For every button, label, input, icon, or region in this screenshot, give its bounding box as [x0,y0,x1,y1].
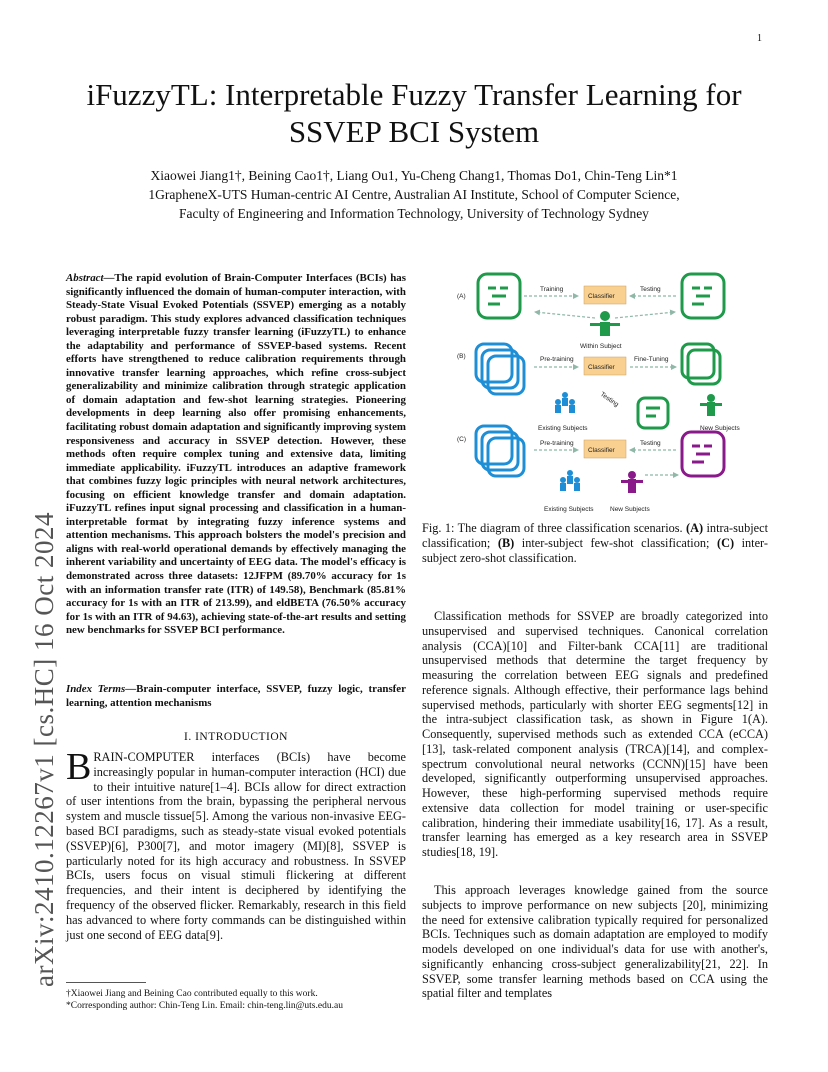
author-list: Xiaowei Jiang1†, Beining Cao1†, Liang Ou1, Yu-Cheng Chang1, Thomas Do1, Chin-Teng Lin*1 [150,168,678,183]
abstract [66,272,406,638]
new-subject-icon-b [700,394,722,416]
body-paragraph-transfer: This approach leverages knowledge gained from the source subjects to improve performance on new subjects [20], minimizing the need for extensive calibration typically required for personalized BCIs. Techniques such as domain adaptation are employed to modify models developed on one individual's data for use with another's, significantly enhancing cross-subject generalizability[21, 22]. In SSVEP, some transfer learning methods based on CCA using the spatial filter and templates [422,883,768,1001]
label-testing-c: Testing [640,440,661,447]
stacked-brain-icon-finetuned [682,344,720,384]
label-classifier-c: Classifier [588,447,615,454]
affiliation-line-2: Faculty of Engineering and Information Technology, University of Technology Sydney [179,206,649,221]
page-number: 1 [757,33,762,44]
footnote-rule [66,982,146,983]
label-classifier-a: Classifier [588,293,615,300]
caption-a-text: intra-subject classification; [422,521,768,550]
arxiv-identifier: arXiv:2410.12267v1 [cs.HC] 16 Oct 2024 [29,512,59,987]
stacked-brain-icon-b [476,344,524,394]
brain-model-icon-purple [682,432,724,476]
caption-prefix: Fig. 1: The diagram of three classification scenarios. [422,521,687,535]
existing-subjects-icon-b [555,392,575,413]
label-existing-subjects-c: Existing Subjects [544,506,594,513]
label-classifier-b: Classifier [588,364,615,371]
label-fine-tuning: Fine-Tuning [634,356,669,363]
label-pretraining-b: Pre-training [540,356,574,363]
affiliation-line-1: 1GrapheneX-UTS Human-centric AI Centre, Australian AI Institute, School of Computer Science, [148,187,680,202]
caption-c-label: (C) [716,536,735,550]
caption-c-text: inter-subject zero-shot classification. [422,536,768,565]
brain-model-icon-test [682,274,724,318]
brain-model-icon [478,274,520,318]
figure-1-diagram [420,270,768,515]
introduction-paragraph [66,746,406,942]
label-new-subjects-b: New Subjects [700,425,740,432]
existing-subjects-icon-c [560,470,580,491]
brain-model-icon-b [638,398,668,428]
introduction-text: RAIN-COMPUTER interfaces (BCIs) have become increasingly popular in human-computer interaction (HCI) due to their intuitive nature[1–4]. BCIs allow for direct extraction of user intentions from the brain, bypassing the peripheral nervous system and muscle tissue[5]. Among the various non-invasive EEG-based BCI paradigms, such as steady-state visual evoked potentials (SSVEP)[6], P300[7], and motor imagery (MI)[8], SSVEP is particularly noted for its high accuracy and robustness. In SSVEP BCIs, users focus on visual stimuli flickering at different frequencies, and their intent is deciphered by identifying the frequency of the observed flicker. Remarkably, research in this field has advanced to where forty commands can be distinguished within just one second of EEG data[9]. [66,750,406,942]
label-existing-subjects-b: Existing Subjects [538,425,588,432]
label-b: (B) [457,353,466,360]
index-terms-text: —Brain-computer interface, SSVEP, fuzzy logic, transfer learning, attention mechanisms [66,683,406,709]
footnotes [66,988,406,1012]
stacked-brain-icon-c [476,426,524,476]
paper-title: iFuzzyTL: Interpretable Fuzzy Transfer Learning for SSVEP BCI System [86,77,742,149]
abstract-text: —The rapid evolution of Brain-Computer Interfaces (BCIs) has significantly influenced the domain of human-computer interaction, with Steady-State Visual Evoked Potentials (SSVEP) emerging as a notably robust paradigm. This study explores advanced classification techniques leveraging interpretable fuzzy transfer learning (iFuzzyTL) to enhance the adaptability and performance of SSVEP-based systems. Recent efforts have strengthened to reduce calibration requirements through innovative transfer learning approaches, which refine cross-subject generalizability and minimize calibration through strategic application of domain adaptation and few-shot learning strategies. Pioneering developments in deep learning also offer promising enhancements, facilitating robust domain adaptation and significantly improving system responsiveness and accuracy in SSVEP detection. However, these methods often require complex tuning and extensive data, limiting immediate applicability. iFuzzyTL introduces an adaptive framework that combines fuzzy logic principles with neural network architectures, focusing on efficient knowledge transfer and domain adaptation. iFuzzyTL refines input signal processing and classification in a human-interpretable format by integrating fuzzy inference systems and attention mechanisms. This approach bolsters the model's precision and aligns with real-world operational demands by effectively managing the inherent variability and uncertainty of EEG data. The model's efficacy is demonstrated across three datasets: 12JFPM (89.70% accuracy for 1s with an information transfer rate (ITR) of 149.58), Benchmark (85.81% accuracy for 1s with an ITR of 213.99), and eldBETA (76.50% accuracy for 1s with an ITR of 94.63), achieving state-of-the-art results and setting new benchmarks for SSVEP BCI performance. [66,272,406,637]
caption-a-label: (A) [686,521,704,535]
abstract-label: Abstract [66,272,104,284]
drop-cap: B [66,746,92,788]
body-paragraph-classification: Classification methods for SSVEP are broadly categorized into unsupervised and supervised techniques. Canonical correlation analysis (CCA)[10] and Filter-bank CCA[11] are traditional unsupervised methods that determine the target frequency by measuring the correlation between EEG signals and predefined reference signals. Although effective, their performance lags behind supervised methods, particularly with shorter EEG segments[12] in the intra-subject classification task, as shown in Figure 1(A). Consequently, supervised methods such as extended CCA (eCCA)[13], task-related component analysis (TRCA)[14], and complex-spectrum convolutional neural networks (CCNN)[15] have been developed, significantly outperforming unsupervised approaches. However, these high-performing supervised methods require extensive data collection for model training or user-specific calibration, hindering their immediate usability[16, 17]. As a result, transfer learning has emerged as a key research area in SSVEP studies[18, 19]. [422,609,768,859]
label-testing-a: Testing [640,286,661,293]
label-training: Training [540,286,564,293]
index-terms-label: Index Terms [66,683,126,695]
caption-b-text: inter-subject few-shot classification; [514,536,717,550]
label-within-subject: Within Subject [580,343,622,350]
new-subject-icon-c [621,471,643,493]
figure-caption [422,521,768,566]
section-heading-introduction: I. INTRODUCTION [184,731,288,743]
label-testing-b: Testing [598,390,620,409]
caption-b-label: (B) [497,536,515,550]
label-a: (A) [457,293,466,300]
index-terms [66,683,406,710]
label-c: (C) [457,436,467,443]
footnote-equal-contribution: †Xiaowei Jiang and Beining Cao contributed equally to this work. [66,989,318,999]
label-new-subjects-c: New Subjects [610,506,650,513]
person-icon [590,311,620,336]
label-pretraining-c: Pre-training [540,440,574,447]
footnote-corresponding-author: *Corresponding author: Chin-Teng Lin. Email: chin-teng.lin@uts.edu.au [66,1001,343,1011]
